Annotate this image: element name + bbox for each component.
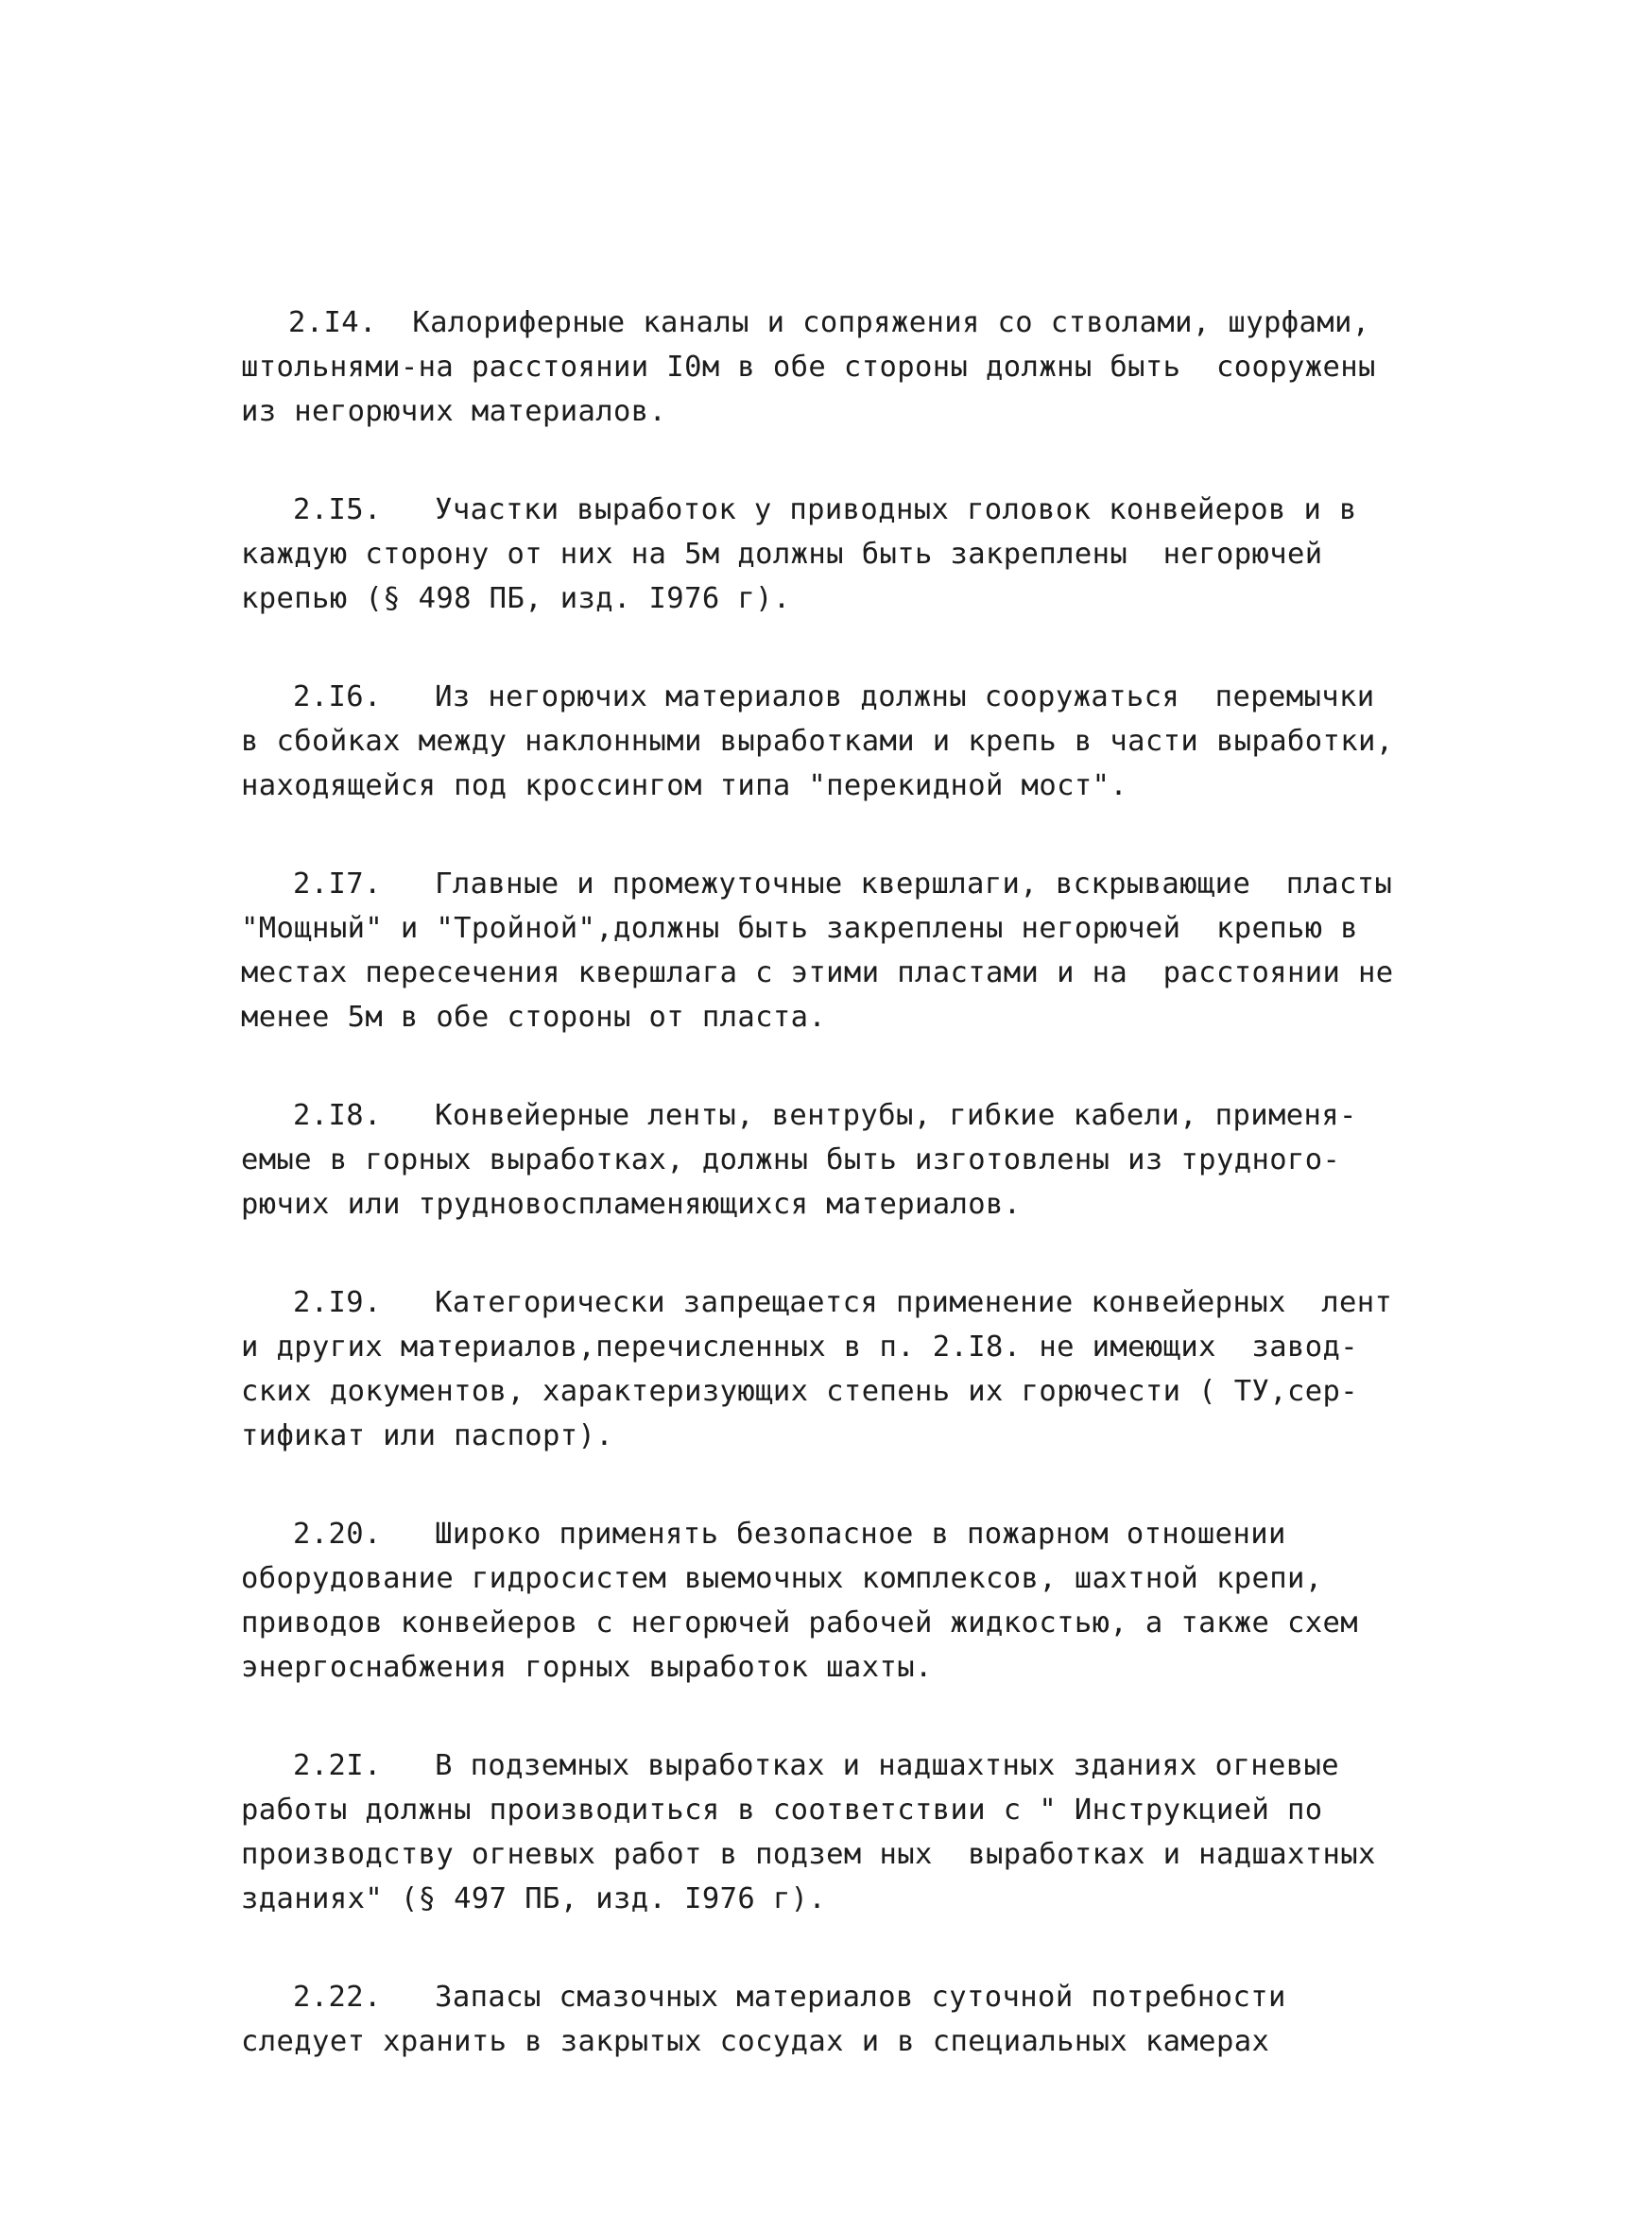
clause-2-18 [241, 1093, 1432, 1227]
clause-number: 2.22. [293, 1981, 382, 2014]
clause-2-21 [241, 1743, 1432, 1921]
clause-text: Широко применять безопасное в пожарном отношении [435, 1518, 1286, 1551]
clause-2-15 [241, 488, 1432, 621]
clause-line: тификат или паспорт). [241, 1419, 614, 1452]
clause-2-22 [241, 1975, 1432, 2064]
clause-text: Участки выработок у приводных головок конвейеров и в [435, 493, 1357, 526]
clause-line: следует хранить в закрытых сосудах и в специальных камерах [241, 2025, 1270, 2058]
clause-first-line [241, 675, 1432, 719]
clause-number: 2.I8. [293, 1099, 382, 1132]
clause-line: работы должны производиться в соответствии с " Инструкцией по [241, 1794, 1323, 1827]
clause-text: В подземных выработках и надшахтных зданиях огневые [435, 1749, 1340, 1782]
clause-text: Категорически запрещается применение конвейерных лент [435, 1286, 1393, 1319]
clause-line: и других материалов,перечисленных в п. 2.I8. не имеющих завод- [241, 1331, 1359, 1364]
clause-line: зданиях" (§ 497 ПБ, изд. I976 г). [241, 1882, 827, 1915]
clause-2-19 [241, 1280, 1432, 1458]
clause-first-line [241, 1743, 1432, 1788]
clause-number: 2.2I. [293, 1749, 382, 1782]
clause-number: 2.I4. [288, 306, 377, 339]
clause-line: менее 5м в обе стороны от пласта. [241, 1001, 827, 1034]
clause-line: "Мощный" и "Тройной",должны быть закреплены негорючей крепью в [241, 912, 1359, 945]
clause-number: 2.20. [293, 1518, 382, 1551]
clause-number: 2.I5. [293, 493, 382, 526]
clause-first-line [241, 862, 1432, 906]
clause-first-line [241, 300, 1432, 345]
clause-first-line [241, 1280, 1432, 1325]
clause-line: производству огневых работ в подзем ных выработках и надшахтных [241, 1838, 1376, 1871]
clause-line: емые в горных выработках, должны быть изготовлены из трудного- [241, 1143, 1341, 1176]
document-body [241, 300, 1432, 2118]
clause-number: 2.I9. [293, 1286, 382, 1319]
clause-line: крепью (§ 498 ПБ, изд. I976 г). [241, 582, 791, 615]
clause-line: ских документов, характеризующих степень их горючести ( ТУ,сер- [241, 1375, 1359, 1408]
clause-line: находящейся под кроссингом типа "перекидной мост". [241, 769, 1128, 802]
clause-line: каждую сторону от них на 5м должны быть закреплены негорючей [241, 538, 1323, 571]
clause-line: приводов конвейеров с негорючей рабочей жидкостью, а также схем [241, 1606, 1359, 1640]
clause-2-14 [241, 300, 1432, 434]
clause-first-line [241, 1512, 1432, 1556]
clause-2-16 [241, 675, 1432, 808]
clause-text: Калориферные каналы и сопряжения со стволами, шурфами, [412, 306, 1370, 339]
clause-text: Запасы смазочных материалов суточной потребности [435, 1981, 1286, 2014]
clause-2-20 [241, 1512, 1432, 1690]
clause-text: Конвейерные ленты, вентрубы, гибкие кабели, применя- [435, 1099, 1357, 1132]
clause-line: штольнями-на расстоянии I0м в обе стороны должны быть сооружены [241, 351, 1376, 384]
clause-number: 2.I7. [293, 867, 382, 901]
clause-text: Главные и промежуточные квершлаги, вскрывающие пласты [435, 867, 1393, 901]
clause-line: местах пересечения квершлага с этими пластами и на расстоянии не [241, 956, 1394, 989]
clause-first-line [241, 488, 1432, 532]
clause-first-line [241, 1093, 1432, 1138]
clause-number: 2.I6. [293, 680, 382, 713]
clause-line: в сбойках между наклонными выработками и крепь в части выработки, [241, 725, 1394, 758]
clause-first-line [241, 1975, 1432, 2019]
clause-2-17 [241, 862, 1432, 1039]
clause-line: оборудование гидросистем выемочных комплексов, шахтной крепи, [241, 1562, 1323, 1595]
clause-text: Из негорючих материалов должны сооружаться перемычки [435, 680, 1375, 713]
clause-line: рючих или трудновоспламеняющихся материалов. [241, 1188, 1022, 1221]
clause-line: из негорючих материалов. [241, 395, 667, 428]
clause-line: энергоснабжения горных выработок шахты. [241, 1651, 933, 1684]
